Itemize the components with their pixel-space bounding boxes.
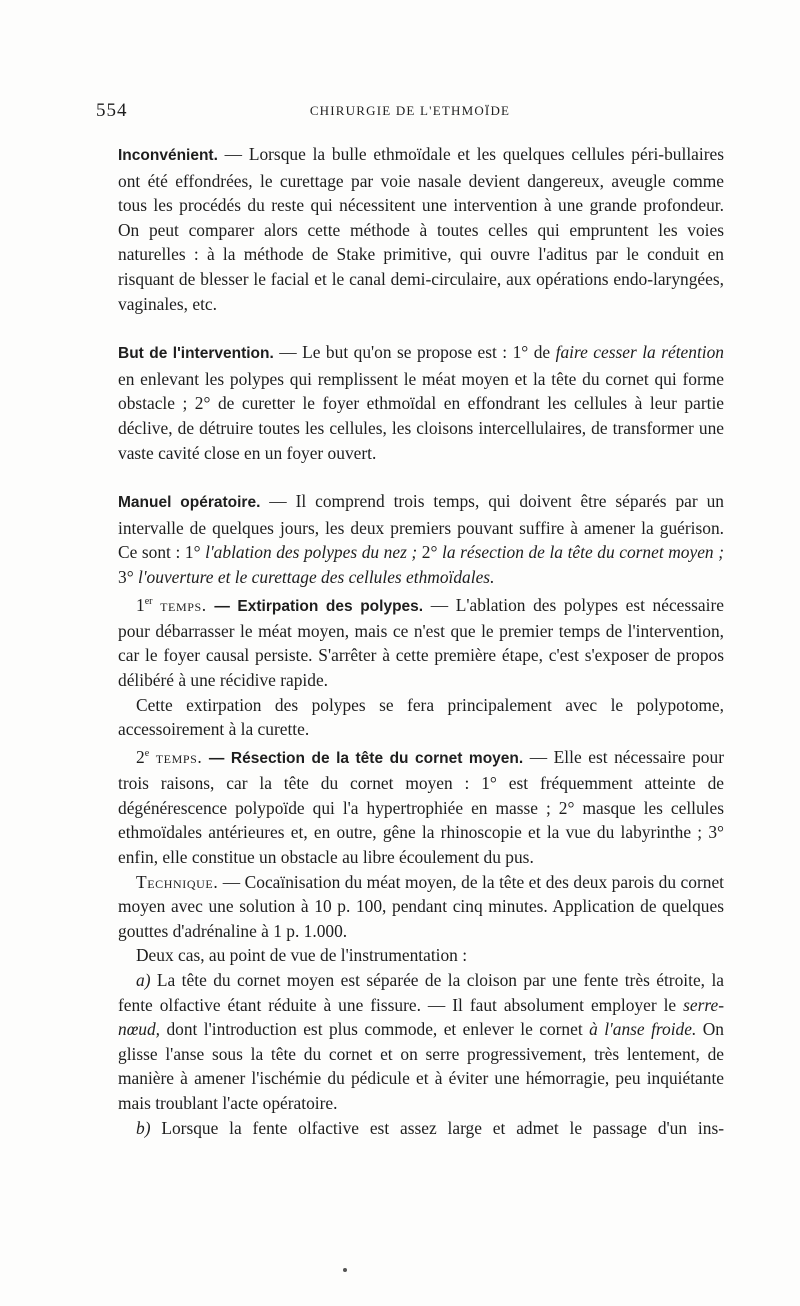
running-title: CHIRURGIE DE L'ETHMOÏDE xyxy=(309,103,511,118)
paragraph-text: — Lorsque la bulle ethmoïdale et les quelques cellules péri-bullaires ont été effondrées, le curettage par voie nasale devient dangereux, aveugle comme tous les procédés du reste qui nécessitent une intervention à une grande profondeur. On peut comparer alors cette méthode à toutes celles qui empruntent les voies naturelles : à la méthode de Stake primitive, qui ouvre l'aditus par le conduit en risquant de blesser le facial et le canal demi-circulaire, aux opérations endo-laryngées, vaginales, etc. xyxy=(118,144,724,314)
paragraph-cases-intro: Deux cas, au point de vue de l'instrumentation : xyxy=(136,945,468,966)
paragraph-temps-1: 1er temps. — Extirpation des polypes. — L'ablation des polypes est nécessaire pour débarrasser le méat moyen, mais ce n'est que le premier temps de l'intervention, car le foyer causal persiste. S'arrêter à cette première étape, c'est s'exposer de propos délibéré à une récidive rapide. xyxy=(118,594,724,691)
paragraph-extirpation: Cette extirpation des polypes se fera principalement avec le polypotome, accessoirement à la curette. xyxy=(118,694,724,740)
section-heading: Manuel opératoire. xyxy=(118,494,261,512)
technique-label: Technique. xyxy=(136,871,219,892)
paragraph-inconvenient xyxy=(118,142,724,316)
page-header xyxy=(96,100,724,126)
paragraph-case-b: b) Lorsque la fente olfactive est assez large et admet le passage d'un ins- xyxy=(136,1117,724,1138)
case-marker: b) xyxy=(136,1117,151,1138)
case-marker: a) xyxy=(136,970,151,990)
page-number: 554 xyxy=(96,100,128,121)
step-title: — Résection de la tête du cornet moyen. xyxy=(202,749,524,767)
paragraph-temps-2: 2e temps. — Résection de la tête du cornet moyen. — Elle est nécessaire pour trois raisons, car la tête du cornet moyen : 1° est fréquemment atteinte de dégénérescence polypoïde qui l'a hypertrophiée en masse ; 2° masque les cellules ethmoïdales antérieures et, en outre, gêne la rhinoscopie et la vue du labyrinthe ; 3° enfin, elle constitue un obstacle au libre écoulement du pus. xyxy=(118,746,724,868)
paragraph-case-a: a) La tête du cornet moyen est séparée de la cloison par une fente très étroite, la fente olfactive étant réduite à une fissure. — Il faut absolument employer le serre-nœud, dont l'introduction est plus commode, et enlever le cornet à l'anse froide. On glisse l'anse sous la tête du cornet et on serre progressivement, très lentement, de manière à amener l'ischémie du pédicule et à éviter une hémorragie, peu inquiétante mais troublant l'acte opératoire. xyxy=(118,970,725,1113)
section-heading: But de l'intervention. xyxy=(118,345,274,363)
print-speck xyxy=(343,1268,347,1272)
section-heading: Inconvénient. xyxy=(118,147,218,164)
page-body xyxy=(118,142,724,1140)
paragraph-manuel: Manuel opératoire. — Il comprend trois temps, qui doivent être séparés par un intervalle de quelques jours, les deux premiers pouvant suffire à amener la guérison. Ce sont : 1° l'ablation des polypes du nez ; 2° la résection de la tête du cornet moyen ; 3° l'ouverture et le curettage des cellules ethmoïdales. xyxy=(118,491,724,587)
paragraph-but: But de l'intervention. — Le but qu'on se propose est : 1° de faire cesser la rétention en enlevant les polypes qui remplissent le méat moyen et la tête du cornet qui forme obstacle ; 2° de curetter le foyer ethmoïdal en effondrant les cellules à leur partie déclive, de détruire toutes les cellules, les cloisons intercellulaires, de transformer une vaste cavité close en un foyer ouvert. xyxy=(118,342,724,463)
paragraph-technique: Technique. — Cocaïnisation du méat moyen, de la tête et des deux parois du cornet moyen avec une solution à 10 p. 100, pendant cinq minutes. Application de quelques gouttes d'adrénaline à 1 p. 1.000. xyxy=(118,871,724,941)
step-title: — Extirpation des polypes. xyxy=(206,597,424,615)
